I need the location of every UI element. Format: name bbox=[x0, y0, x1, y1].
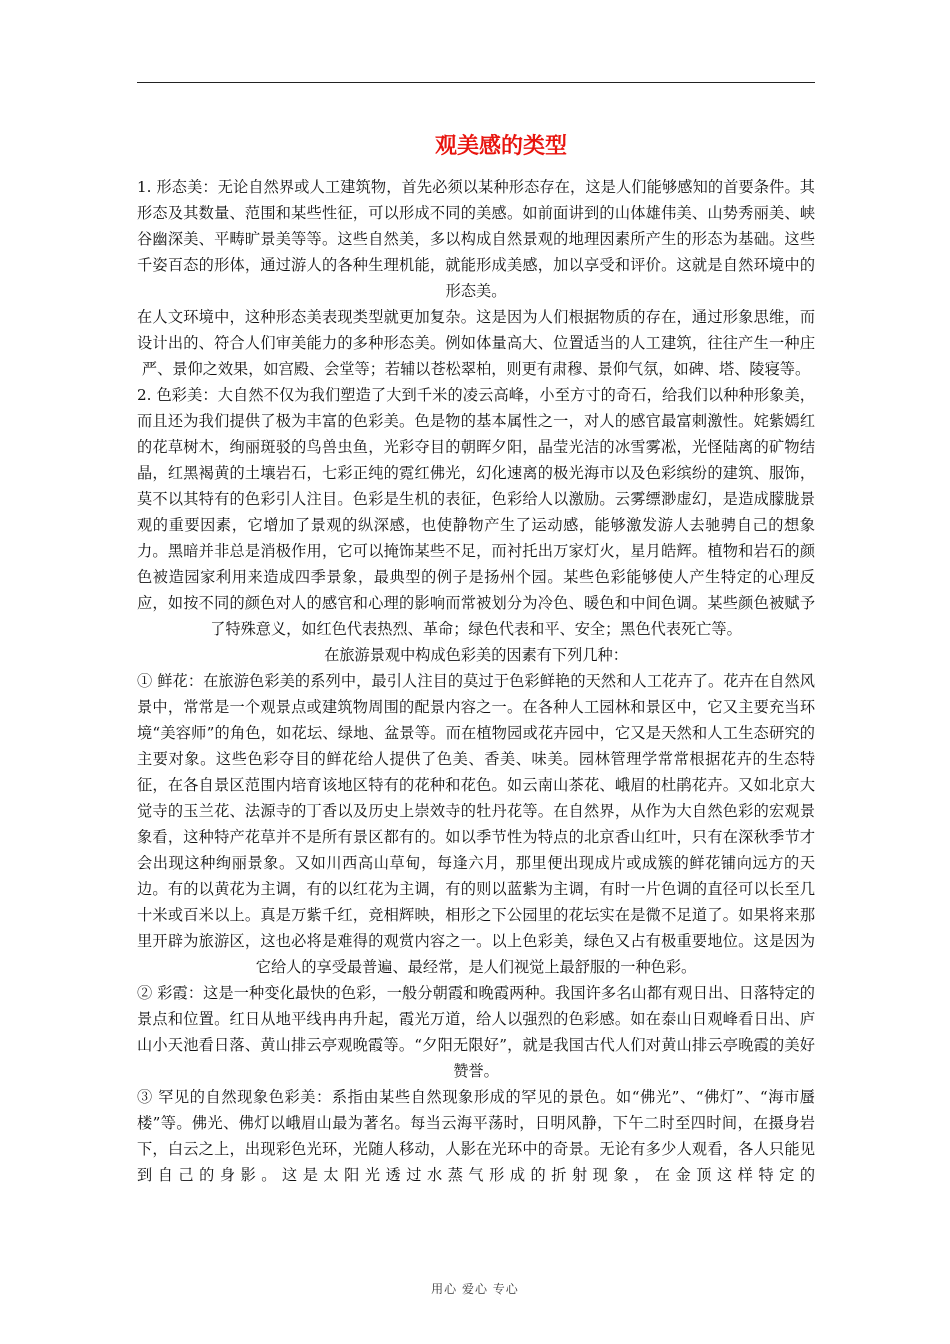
paragraph-color-factors-intro: 在旅游景观中构成色彩美的因素有下列几种： bbox=[324, 646, 628, 664]
article-body bbox=[137, 174, 815, 1188]
paragraph-color-beauty: 2. 色彩美：大自然不仅为我们塑造了大到千米的凌云高峰，小至方寸的奇石，给我们以种种形象美，而且还为我们提供了极为丰富的色彩美。色是物的基本属性之一，对人的感官最富刺激性。姹紫嫣红的花草树木，绚丽斑驳的鸟兽虫鱼，光彩夺目的朝晖夕阳，晶莹光洁的冰雪雾凇，光怪陆离的矿物结晶，红黑褐黄的土壤岩石，七彩正纯的霓红佛光，幻化速离的极光海市以及色彩缤纷的建筑、服饰，莫不以其特有的色彩引人注目。色彩是生机的表征，色彩给人以激励。云雾缥渺虚幻，是造成朦胧景观的重要因素，它增加了景观的纵深感，也使静物产生了运动感，能够激发游人去驰骋自己的想象力。黑暗并非总是消极作用，它可以掩饰某些不足，而衬托出万家灯火，星月皓辉。植物和岩石的颜色被造园家利用来造成四季景象，最典型的例子是扬州个园。某些色彩能够使人产生特定的心理反应，如按不同的颜色对人的感官和心理的影响而常被划分为冷色、暖色和中间色调。某些颜色被赋予了特殊意义，如红色代表热烈、革命；绿色代表和平、安全；黑色代表死亡等。 bbox=[137, 386, 815, 638]
paragraph-human-environment: 在人文环境中，这种形态美表现类型就更加复杂。这是因为人们根据物质的存在，通过形象思维，而设计出的、符合人们审美能力的多种形态美。例如体量高大、位置适当的人工建筑，往往产生一种庄严、景仰之效果，如宫殿、会堂等；若辅以苍松翠柏，则更有肃穆、景仰气氛，如碑、塔、陵寝等。 bbox=[137, 308, 815, 378]
paragraph-flowers: ① 鲜花：在旅游色彩美的系列中，最引人注目的莫过于色彩鲜艳的天然和人工花卉了。花卉在自然风景中，常常是一个观景点或建筑物周围的配景内容之一。在各种人工园林和景区中，它又主要充当环境“美容师”的角色，如花坛、绿地、盆景等。而在植物园或花卉园中，它又是天然和人工生态研究的主要对象。这些色彩夺目的鲜花给人提供了色美、香美、味美。园林管理学常常根据花卉的生态特征，在各自景区范围内培育该地区特有的花种和花色。如云南山茶花、峨眉的杜鹃花卉。又如北京大觉寺的玉兰花、法源寺的丁香以及历史上崇效寺的牡丹花等。在自然界，从作为大自然色彩的宏观景象看，这种特产花草并不是所有景区都有的。如以季节性为特点的北京香山红叶，只有在深秋季节才会出现这种绚丽景象。又如川西高山草甸，每逢六月，那里便出现成片或成簇的鲜花铺向远方的天边。有的以黄花为主调，有的以红花为主调，有的则以蓝紫为主调，有时一片色调的直径可以长至几十米或百米以上。真是万紫千红，竞相辉映，相形之下公园里的花坛实在是微不足道了。如果将来那里开辟为旅游区，这也必将是难得的观赏内容之一。以上色彩美，绿色又占有极重要地位。这是因为它给人的享受最普遍、最经常，是人们视觉上最舒服的一种色彩。 bbox=[137, 672, 815, 976]
paragraph-rosy-clouds: ② 彩霞：这是一种变化最快的色彩，一般分朝霞和晚霞两种。我国许多名山都有观日出、日落特定的景点和位置。红日从地平线冉冉升起，霞光万道，给人以强烈的色彩感。如在泰山日观峰看日出、庐山小天池看日落、黄山排云亭观晚霞等。“夕阳无限好”，就是我国古代人们对黄山排云亭晚霞的美好赞誉。 bbox=[137, 984, 815, 1080]
paragraph-rare-phenomena: ③ 罕见的自然现象色彩美：系指由某些自然现象形成的罕见的景色。如“佛光”、“佛灯”、“海市蜃楼”等。佛光、佛灯以峨眉山最为著名。每当云海平荡时，日明风静，下午二时至四时间，在摄身岩下，白云之上，出现彩色光环，光随人移动，人影在光环中的奇景。无论有多少人观看，各人只能见到自己的身影。这是太阳光透过水蒸气形成的折射现象，在金顶这样特定的 bbox=[137, 1088, 815, 1184]
paragraph-form-beauty: 1. 形态美：无论自然界或人工建筑物，首先必须以某种形态存在，这是人们能够感知的首要条件。其形态及其数量、范围和某些性征，可以形成不同的美感。如前面讲到的山体雄伟美、山势秀丽美、峡谷幽深美、平畴旷景美等等。这些自然美，多以构成自然景观的地理因素所产生的形态为基础。这些千姿百态的形体，通过游人的各种生理机能，就能形成美感，加以享受和评价。这就是自然环境中的形态美。 bbox=[137, 178, 815, 300]
header-rule bbox=[137, 82, 815, 83]
page-footer: 用心 爱心 专心 bbox=[431, 1282, 519, 1296]
page-title: 观美感的类型 bbox=[434, 134, 567, 159]
